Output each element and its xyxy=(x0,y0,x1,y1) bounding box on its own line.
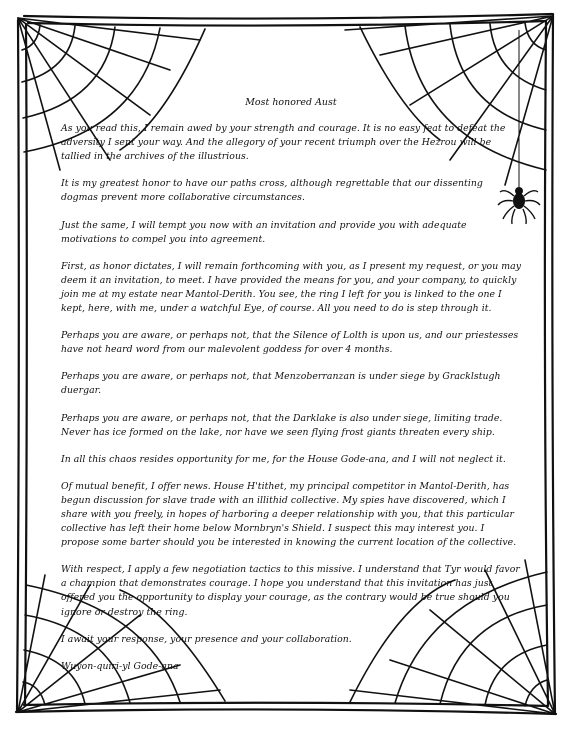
salutation: Most honored Aust xyxy=(245,97,337,108)
paragraph-9: Of mutual benefit, I offer news. House H'tithet, my principal competitor in Mantol-Derith, has begun discussion for slave trade with an illithid collective. My spies have discovered, which I share with you freely, in hopes of harboring a deeper relationship with you, that this particular collective has left their home below Mornbryn's Shield. I suspect this may interest you. I propose some barter should you be interested in knowing the current location of the collective. xyxy=(61,480,517,549)
paragraph-1: As you read this, I remain awed by your strength and courage. It is no easy feat to defeat the adversity I sent your way. And the allegory of your recent triumph over the Hezrou will be tallied in the archives of the illustrious. xyxy=(61,123,506,163)
paragraph-4: First, as honor dictates, I will remain forthcoming with you, as I present my request, or you may deem it an invitation, to meet. I have provided the means for you, and your company, to quickly join me at my estate near Mantol-Derith. You see, the ring I left for you is linked to the one I kept, here, with me, under a watchful Eye, of course. All you need to do is step through it. xyxy=(61,260,522,315)
paragraph-7: Perhaps you are aware, or perhaps not, that the Darklake is also under siege, limiting trade. Never has ice formed on the lake, nor have we seen flying frost giants threaten every ship. xyxy=(61,412,503,438)
paragraph-2: It is my greatest honor to have our paths cross, although regrettable that our dissenting dogmas prevent more collaborative circumstances. xyxy=(61,178,483,204)
paragraph-10: With respect, I apply a few negotiation tactics to this missive. I understand that Tyr would favor a champion that demonstrates courage. I hope you understand that this invitation has just offered you the opportunity to display your courage, as the contrary would be true should you ignore or destroy the ring. xyxy=(61,564,520,618)
signature: Wuyon-quiri-yl Gode-ana xyxy=(61,660,179,672)
paragraph-5: Perhaps you are aware, or perhaps not, that the Silence of Lolth is upon us, and our priestesses have not heard word from our malevolent goddess for over 4 months. xyxy=(61,330,519,356)
paragraph-6: Perhaps you are aware, or perhaps not, that Menzoberranzan is under siege by Gracklstugh duergar. xyxy=(61,371,501,397)
letter-body xyxy=(61,96,521,674)
paragraph-8: In all this chaos resides opportunity for me, for the House Gode-ana, and I will not neglect it. xyxy=(61,453,506,465)
paragraph-11: I await your response, your presence and your collaboration. xyxy=(61,633,352,645)
paragraph-3: Just the same, I will tempt you now with an invitation and provide you with adequate motivations to compel you into agreement. xyxy=(61,219,467,245)
